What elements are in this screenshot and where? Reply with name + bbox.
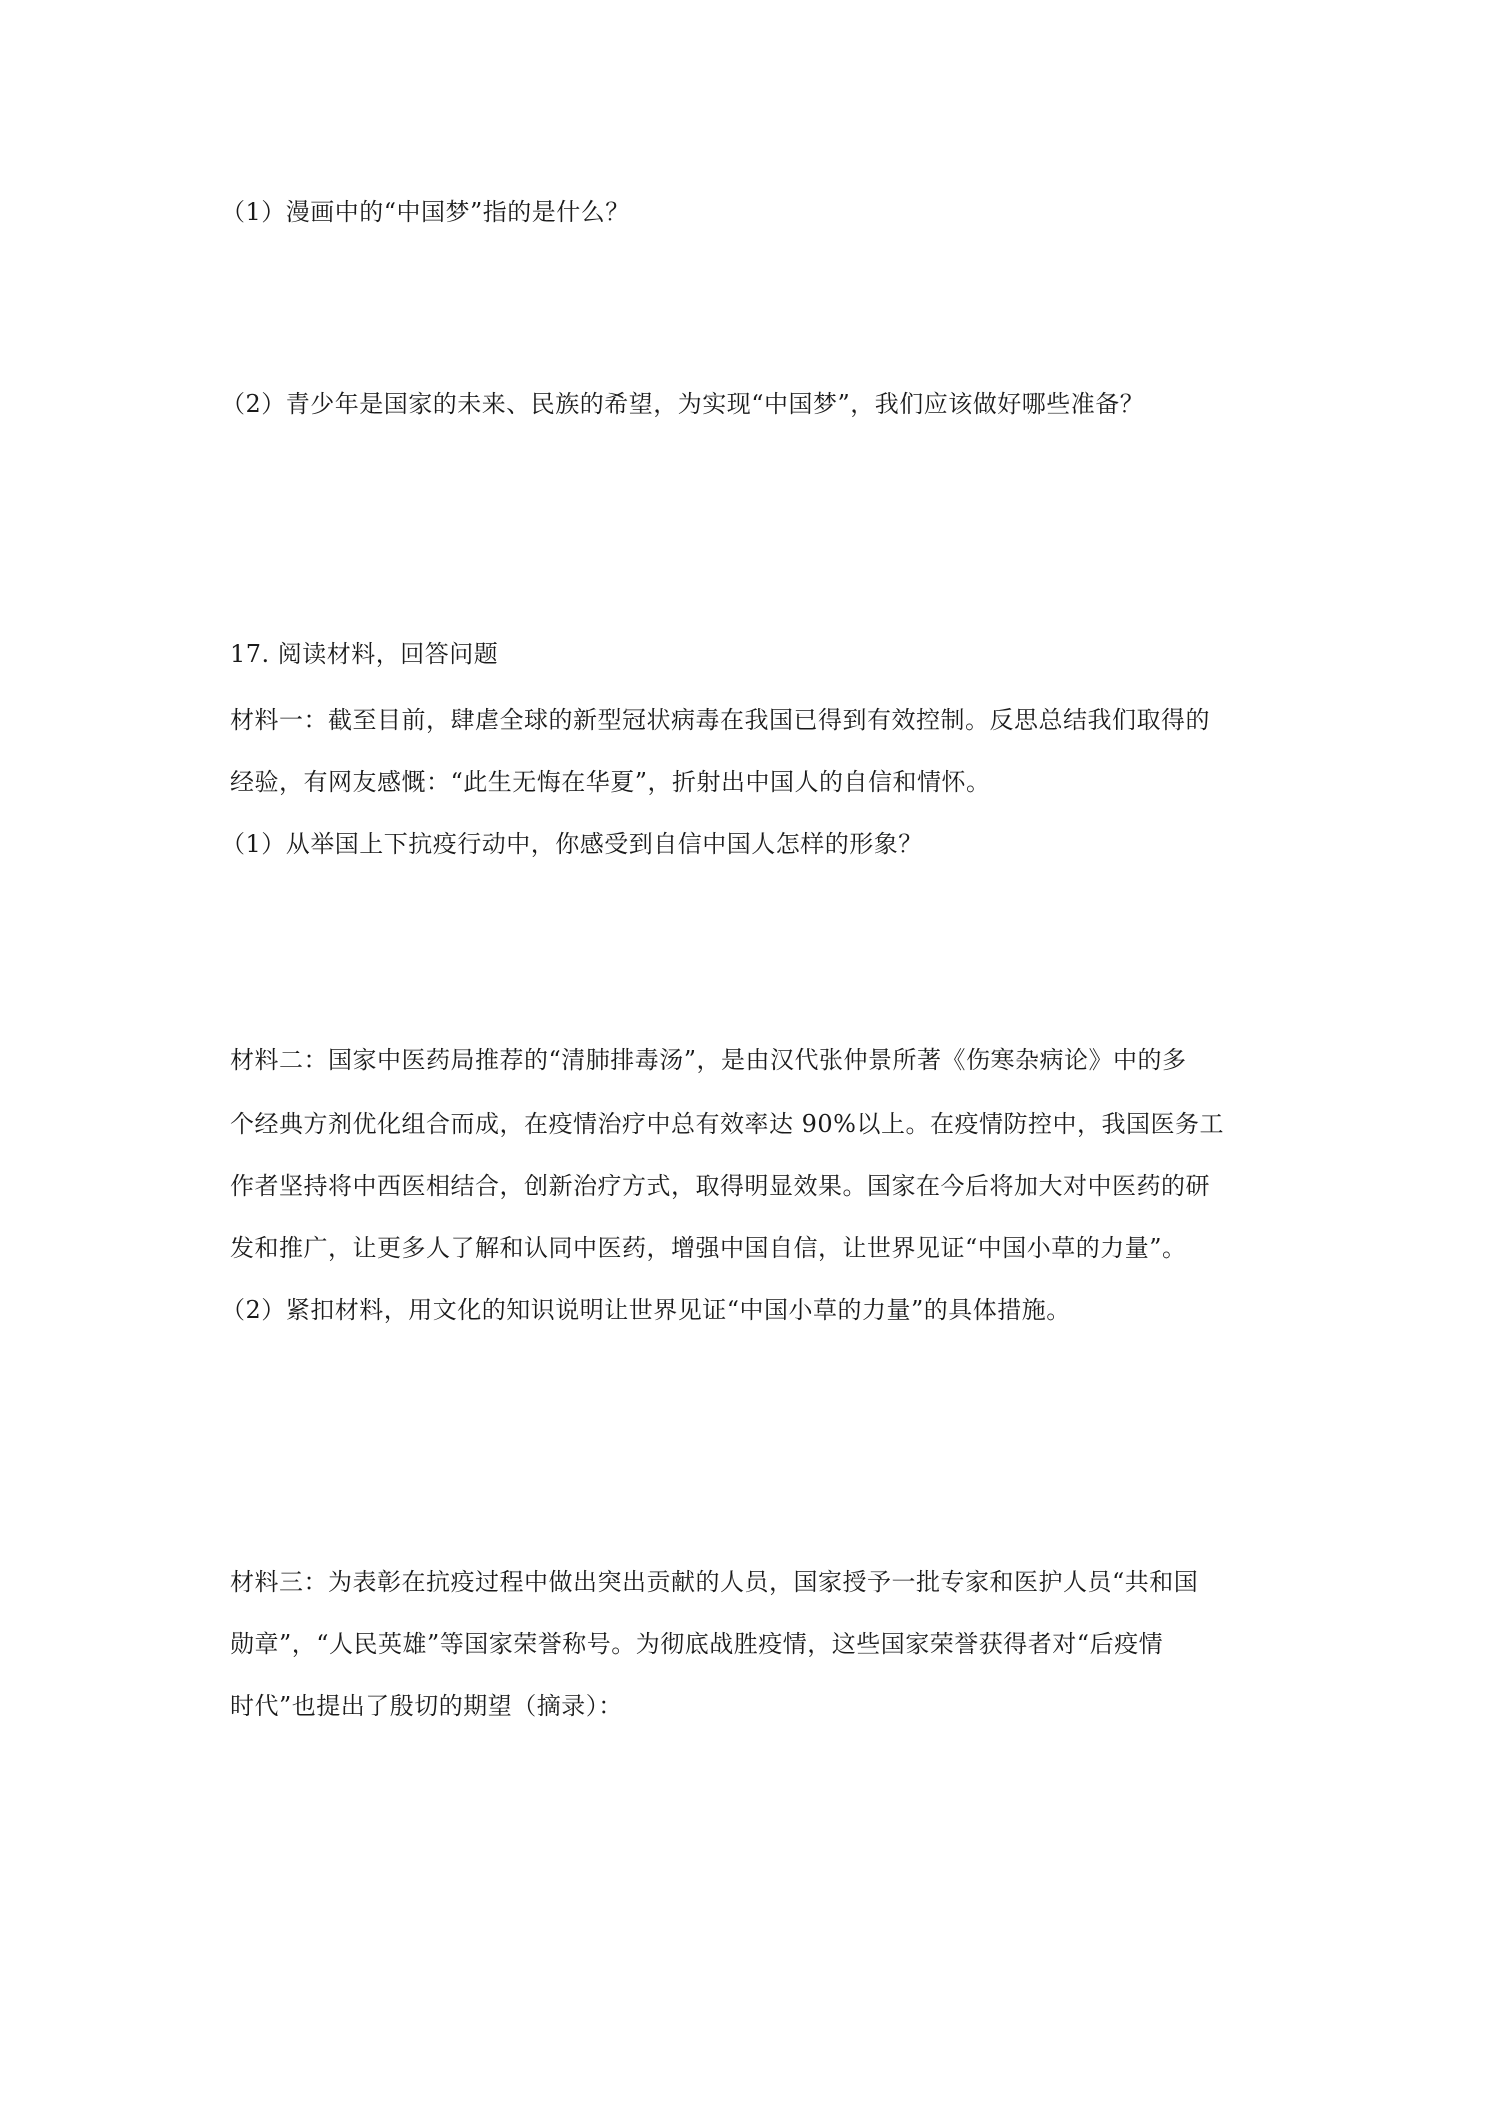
material2-line-4: 发和推广，让更多人了解和认同中医药，增强中国自信，让世界见证“中国小草的力量”。 — [230, 1234, 1187, 1262]
material2-line-3: 作者坚持将中西医相结合，创新治疗方式，取得明显效果。国家在今后将加大对中医药的研 — [230, 1172, 1210, 1200]
material3-line-1: 材料三：为表彰在抗疫过程中做出突出贡献的人员，国家授予一批专家和医护人员“共和国 — [230, 1568, 1199, 1596]
material1-line-1: 材料一：截至目前，肆虐全球的新型冠状病毒在我国已得到有效控制。反思总结我们取得的 — [230, 706, 1210, 734]
q17-sub1: （1）从举国上下抗疫行动中，你感受到自信中国人怎样的形象？ — [221, 830, 923, 858]
q16-sub2: （2）青少年是国家的未来、民族的希望，为实现“中国梦”，我们应该做好哪些准备？ — [221, 390, 1145, 418]
q17-sub2: （2）紧扣材料，用文化的知识说明让世界见证“中国小草的力量”的具体措施。 — [221, 1296, 1071, 1324]
material1-line-2: 经验，有网友感慨：“此生无悔在华夏”，折射出中国人的自信和情怀。 — [230, 768, 991, 796]
q16-sub1: （1）漫画中的“中国梦”指的是什么？ — [221, 198, 630, 226]
material3-line-2: 勋章”，“人民英雄”等国家荣誉称号。为彻底战胜疫情，这些国家荣誉获得者对“后疫情 — [230, 1630, 1164, 1658]
material3-line-3: 时代”也提出了殷切的期望（摘录）： — [230, 1692, 623, 1720]
q17-heading: 17. 阅读材料，回答问题 — [230, 640, 499, 668]
material2-line-1: 材料二：国家中医药局推荐的“清肺排毒汤”，是由汉代张仲景所著《伤寒杂病论》中的多 — [230, 1046, 1187, 1074]
material2-line-2: 个经典方剂优化组合而成，在疫情治疗中总有效率达 90%以上。在疫情防控中，我国医务工 — [230, 1110, 1224, 1138]
